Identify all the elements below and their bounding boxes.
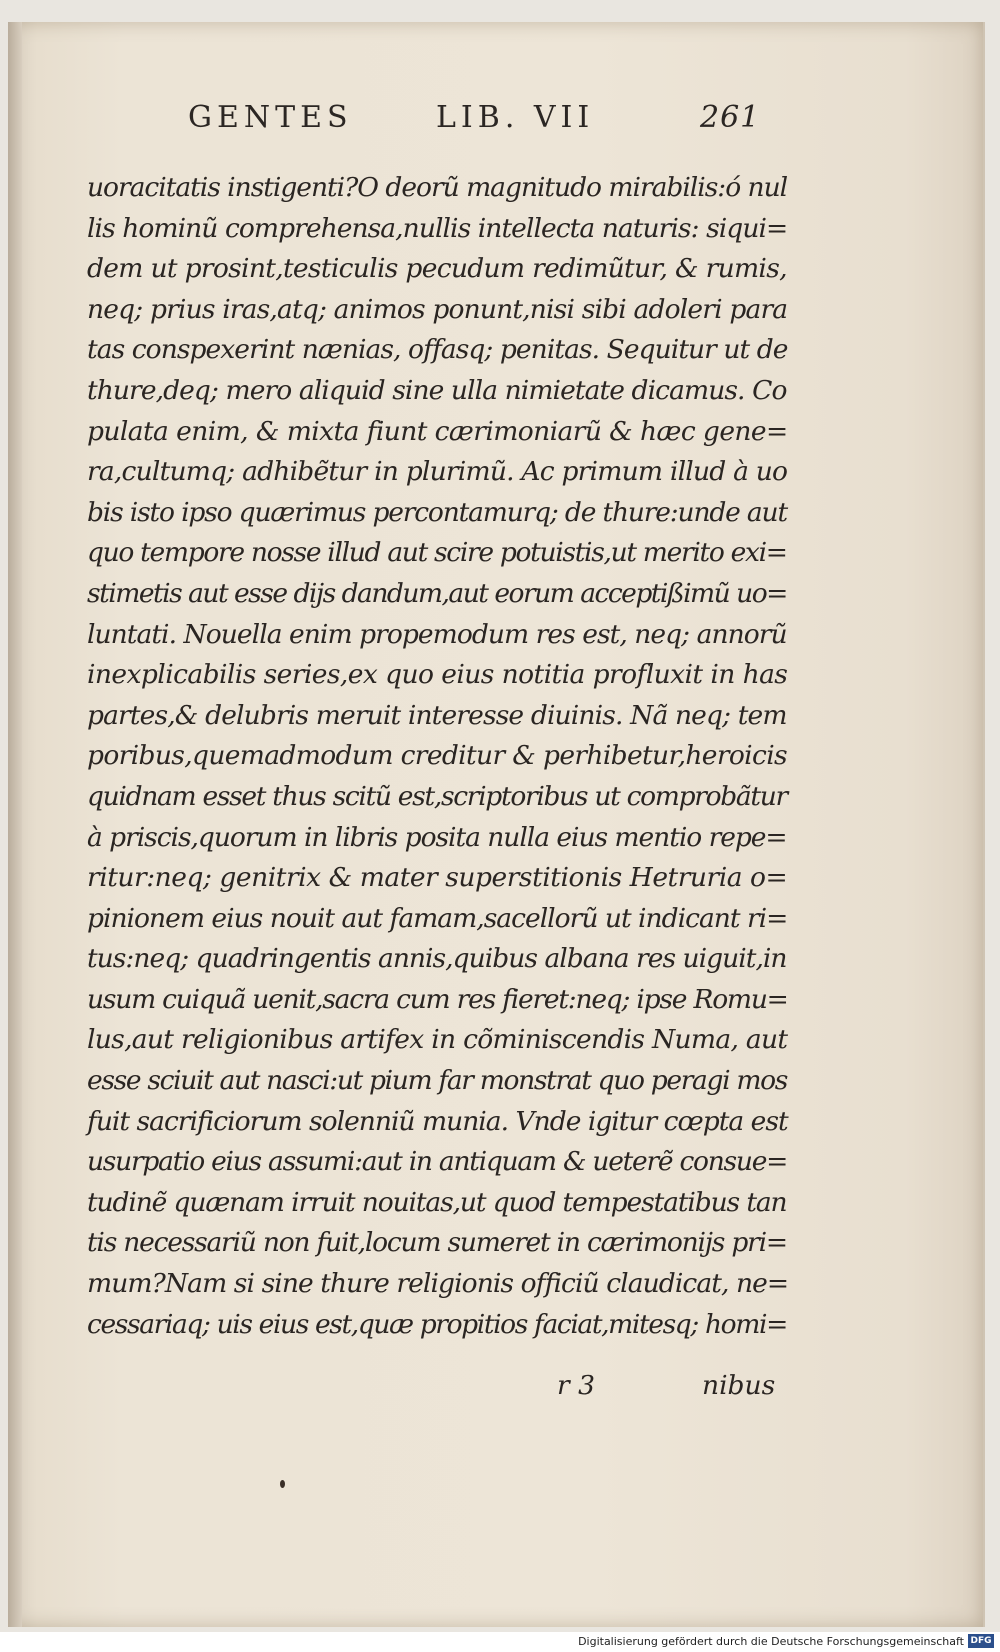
text-line: à priscis,quorum in libris posita nulla eius mentio repe=: [87, 821, 787, 853]
text-line: tus:neq; quadringentis annis,quibus albana res uiguit,in: [87, 943, 787, 975]
text-line: esse sciuit aut nasci:ut pium far monstrat quo peragi mos: [87, 1065, 788, 1097]
text-line: pinionem eius nouit aut famam,sacellorũ ut indicant ri=: [87, 902, 788, 934]
text-line: lis hominũ comprehensa,nullis intellecta naturis: siqui=: [87, 212, 788, 244]
text-line: tas conspexerint nænias, offasq; penitas. Sequitur ut de: [87, 334, 788, 366]
text-line: ritur:neq; genitrix & mater superstitionis Hetruria o=: [87, 862, 788, 894]
dfg-logo-icon: DFG: [968, 1634, 994, 1648]
text-line: poribus,quemadmodum creditur & perhibetur,heroicis: [87, 740, 787, 772]
text-line: quidnam esset thus scitũ est,scriptoribus ut comprobãtur: [87, 780, 787, 812]
text-line: thure,deq; mero aliquid sine ulla nimietate dicamus. Co: [87, 374, 787, 406]
text-line: usum cuiquã uenit,sacra cum res fieret:neq; ipse Romu=: [87, 983, 788, 1015]
text-line: usurpatio eius assumi:aut in antiquam & ueterẽ consue=: [87, 1146, 788, 1178]
signature-mark: r 3: [557, 1370, 595, 1401]
text-line: uoracitatis instigenti?O deorũ magnitudo mirabilis:ó nul: [87, 172, 788, 203]
text-line: neq; prius iras,atq; animos ponunt,nisi sibi adoleri para: [87, 293, 788, 325]
running-head-book: LIB. VII: [436, 100, 595, 135]
text-line: tis necessariũ non fuit,locum sumeret in cærimonijs pri=: [87, 1227, 787, 1259]
running-head: [188, 100, 788, 140]
catchword: nibus: [702, 1370, 776, 1401]
text-line: partes,& delubris meruit interesse diuinis. Nã neq; tem: [87, 699, 787, 731]
text-line: tudinẽ quænam irruit nouitas,ut quod tempestatibus tan: [87, 1186, 787, 1218]
text-line: fuit sacrificiorum solenniũ munia. Vnde igitur cœpta est: [87, 1105, 788, 1137]
text-line: mum?Nam si sine thure religionis officiũ claudicat, ne=: [87, 1268, 789, 1300]
text-line: stimetis aut esse dijs dandum,aut eorum acceptißimũ uo=: [87, 577, 787, 609]
text-line: dem ut prosint,testiculis pecudum redimũtur, & rumis,: [87, 253, 787, 285]
text-line: cessariaq; uis eius est,quæ propitios faciat,mitesq; homi=: [87, 1308, 787, 1340]
text-line: lus,aut religionibus artifex in cõminiscendis Numa, aut: [87, 1024, 788, 1056]
text-line: inexplicabilis series,ex quo eius notitia profluxit in has: [87, 659, 788, 691]
page-footer: [87, 1370, 787, 1410]
text-line: luntati. Nouella enim propemodum res est, neq; annorũ: [87, 618, 787, 650]
credit-bar: [0, 1632, 1000, 1652]
text-line: bis isto ipso quærimus percontamurq; de thure:unde aut: [87, 496, 787, 528]
text-block: [87, 168, 787, 1345]
text-line: pulata enim, & mixta fiunt cærimoniarũ & hæc gene=: [87, 415, 788, 447]
credit-text: Digitalisierung gefördert durch die Deutsche Forschungsgemeinschaft: [578, 1635, 964, 1648]
text-line: quo tempore nosse illud aut scire potuistis,ut merito exi=: [87, 537, 787, 569]
page-number: 261: [700, 100, 761, 135]
running-head-title: GENTES: [188, 100, 353, 135]
ink-speck: [280, 1480, 285, 1488]
page-gutter: [8, 22, 22, 1627]
text-line: ra,cultumq; adhibẽtur in plurimũ. Ac primum illud à uo: [87, 456, 788, 488]
